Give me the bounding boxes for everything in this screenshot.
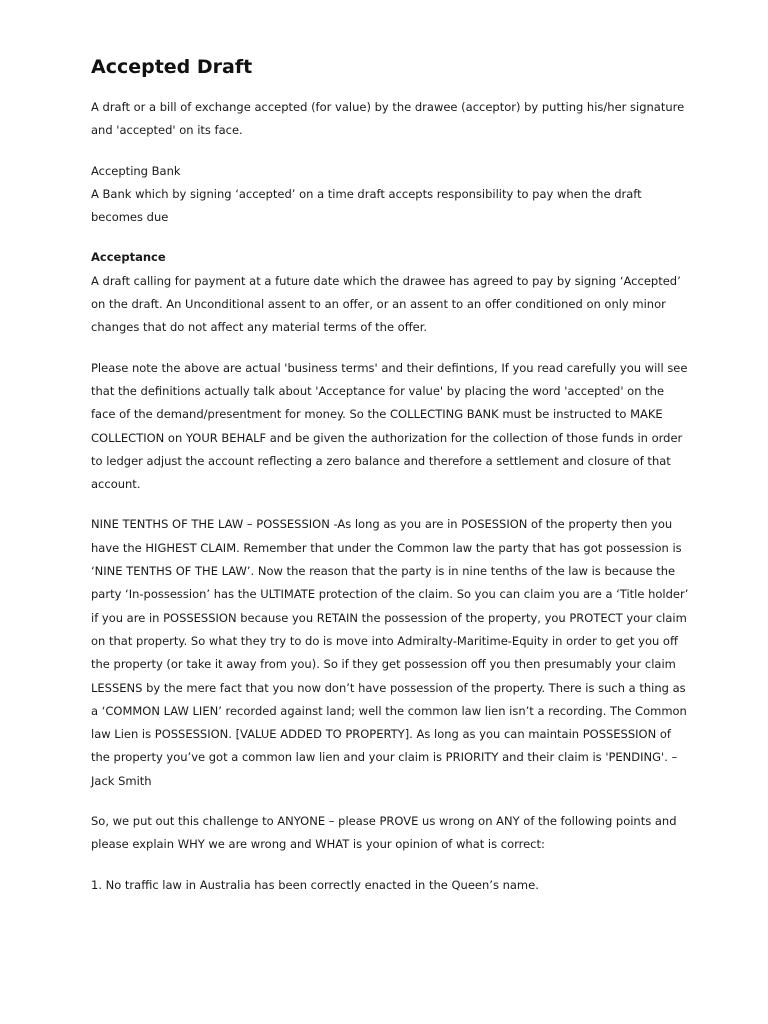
accepting-bank-heading: Accepting Bank [91, 163, 181, 178]
possession-paragraph: NINE TENTHS OF THE LAW – POSSESSION -As long as you are in POSESSION of the property then you have the HIGHEST CLAIM. Remember that under the Common law the party that has got possession is ‘NINE TENTHS OF THE LAW’. Now the reason that the party is in nine tenths of the law is because the party ‘In-possession’ has the ULTIMATE protection of the claim. So you can claim you are a ‘Title holder’ if you are in POSSESSION because you RETAIN the possession of the property, you PROTECT your claim on that property. So what they try to do is move into Admiralty-Maritime-Equity in order to get you off the property (or take it away from you). So if they get possession off you then presumably your claim LESSENS by the mere fact that you now don’t have possession of the property. There is such a thing as a ‘COMMON LAW LIEN’ recorded against land; well the common law lien isn’t a recording. The Common law Lien is POSSESSION. [VALUE ADDED TO PROPERTY]. As long as you can maintain POSSESSION of the property you’ve got a common law lien and your claim is PRIORITY and their claim is 'PENDING'. – Jack Smith [91, 517, 689, 788]
list-item: 1. No traffic law in Australia has been correctly enacted in the Queen’s name. [91, 877, 539, 892]
page-title: Accepted Draft [91, 56, 253, 78]
accepting-bank-definition: A Bank which by signing ‘accepted’ on a time draft accepts responsibility to pay when the draft becomes due [91, 186, 642, 225]
business-terms-note: Please note the above are actual 'business terms' and their defintions, If you read carefully you will see that the definitions actually talk about 'Acceptance for value' by placing the word 'accepted' on the face of the demand/presentment for money. So the COLLECTING BANK must be instructed to MAKE COLLECTION on YOUR BEHALF and be given the authorization for the collection of those funds in order to ledger adjust the account reflecting a zero balance and therefore a settlement and closure of that account. [91, 360, 688, 492]
accepted-draft-definition: A draft or a bill of exchange accepted (for value) by the drawee (acceptor) by putting his/her signature and 'accepted' on its face. [91, 100, 685, 138]
challenge-paragraph: So, we put out this challenge to ANYONE – please PROVE us wrong on ANY of the following points and please explain WHY we are wrong and WHAT is your opinion of what is correct: [91, 814, 677, 852]
acceptance-definition: A draft calling for payment at a future date which the drawee has agreed to pay by signing ‘Accepted’ on the draft. An Unconditional assent to an offer, or an assent to an offer conditioned on only minor changes that do not affect any material terms of the offer. [91, 273, 681, 335]
acceptance-heading: Acceptance [91, 250, 166, 265]
document-page [91, 54, 691, 897]
